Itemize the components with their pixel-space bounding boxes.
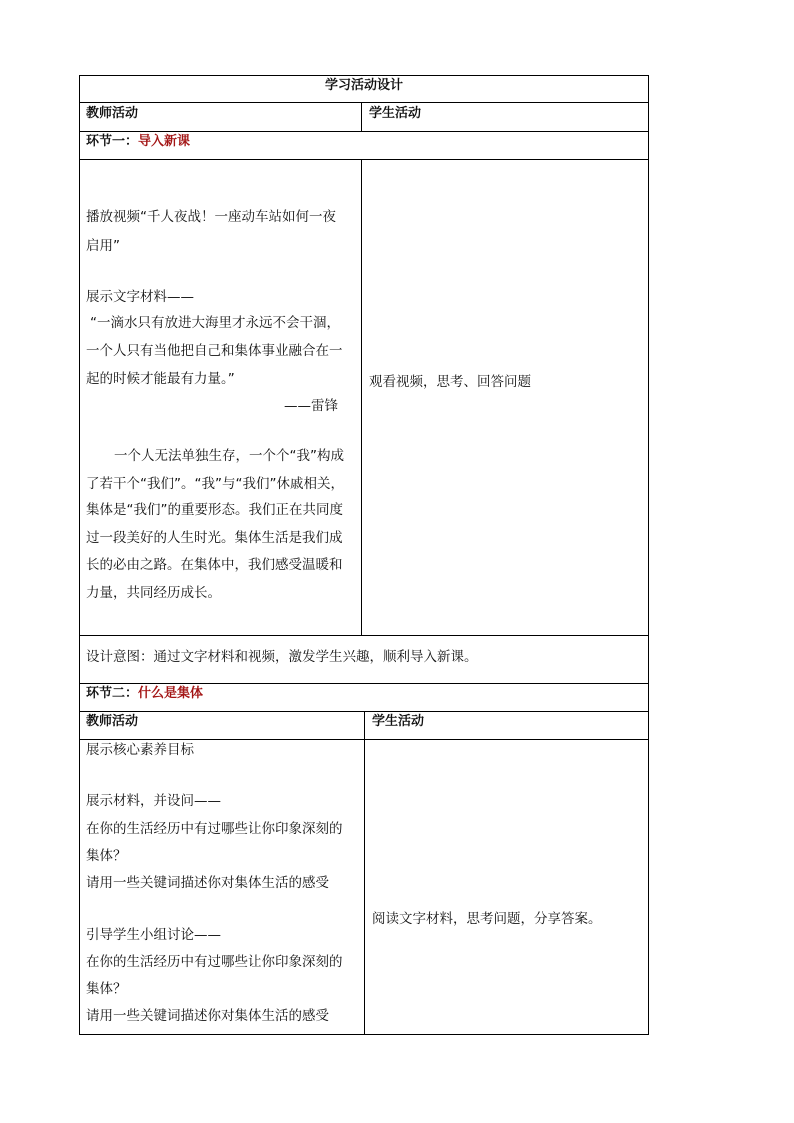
teacher-text-line: 集体？	[86, 981, 127, 997]
student-activity-header: 学生活动	[369, 106, 422, 121]
teacher-text-line: 展示文字材料——	[86, 289, 194, 305]
section-2-label: 环节二：	[86, 686, 139, 701]
quote-line: 起的时候才能最有力量。”	[86, 371, 235, 387]
teacher-text-line: 在你的生活经历中有过哪些让你印象深刻的	[86, 821, 343, 837]
teacher-text-line: 播放视频“千人夜战！一座动车站如何一夜	[86, 209, 336, 225]
design-intent: 设计意图：通过文字材料和视频，激发学生兴趣，顺利导入新课。	[86, 649, 478, 665]
teacher-paragraph-line: 力量，共同经历成长。	[86, 585, 221, 601]
section-2-name: 什么是集体	[138, 686, 204, 701]
teacher-text-line: 在你的生活经历中有过哪些让你印象深刻的	[86, 954, 343, 970]
section-1-name: 导入新课	[138, 134, 191, 149]
teacher-text-line: 展示材料，并设问——	[86, 793, 221, 809]
teacher-text-line: 引导学生小组讨论——	[86, 927, 221, 943]
row-divider	[79, 159, 649, 160]
teacher-text-line: 集体？	[86, 848, 127, 864]
quote-author: ——雷锋	[284, 398, 338, 414]
student-activity-header-2: 学生活动	[372, 714, 425, 729]
section-1-heading	[86, 133, 190, 151]
column-divider	[361, 102, 362, 131]
teacher-text-line: 展示核心素养目标	[86, 742, 194, 758]
teacher-text-line: 请用一些关键词描述你对集体生活的感受	[86, 875, 329, 891]
row-divider	[79, 131, 649, 132]
teacher-paragraph-line: 长的必由之路。在集体中，我们感受温暖和	[86, 557, 343, 573]
student-activity-text: 观看视频，思考、回答问题	[369, 374, 531, 390]
student-activity-text-2: 阅读文字材料，思考问题，分享答案。	[372, 911, 602, 927]
teacher-activity-header-2: 教师活动	[86, 714, 139, 729]
section-1-label: 环节一：	[86, 134, 139, 149]
quote-line: “一滴水只有放进大海里才永远不会干涸，	[90, 315, 340, 331]
teacher-text-line: 启用”	[86, 238, 120, 254]
section-2-heading	[86, 685, 203, 703]
teacher-paragraph-line: 了若干个“我们”。“我”与“我们”休戚相关，	[86, 476, 344, 492]
quote-line: 一个人只有当他把自己和集体事业融合在一	[86, 343, 343, 359]
table-title: 学习活动设计	[324, 78, 403, 93]
teacher-paragraph-line: 过一段美好的人生时光。集体生活是我们成	[86, 530, 343, 546]
column-divider	[364, 711, 365, 1035]
teacher-paragraph-line: 一个人无法单独生存，一个个“我”构成	[114, 448, 344, 464]
row-divider	[79, 102, 649, 103]
column-divider	[361, 159, 362, 635]
row-divider	[79, 635, 649, 636]
teacher-paragraph-line: 集体是“我们”的重要形态。我们正在共同度	[86, 502, 343, 518]
teacher-text-line: 请用一些关键词描述你对集体生活的感受	[86, 1008, 329, 1024]
teacher-activity-header: 教师活动	[86, 106, 139, 121]
